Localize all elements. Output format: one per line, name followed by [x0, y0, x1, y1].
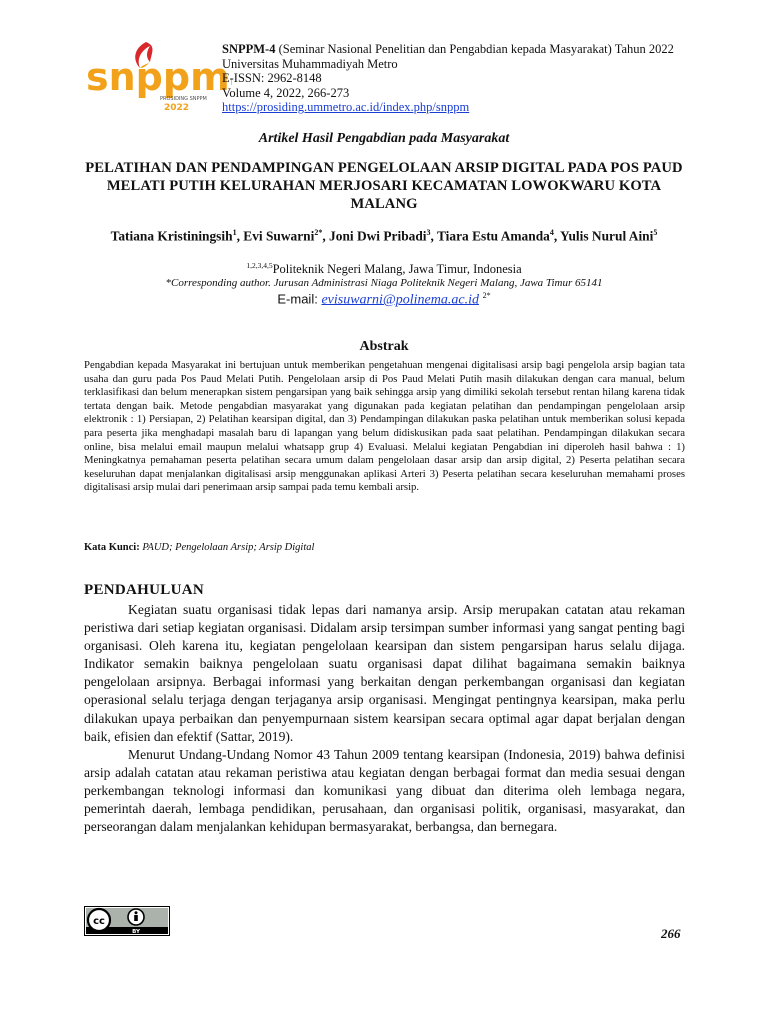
affiliation: $^{1,2,3,4,5}$Politeknik Negeri Malang, Jawa Timur, Indonesia	[246, 261, 522, 277]
eissn: E-ISSN: 2962-8148	[222, 71, 322, 86]
email-line: E-mail: evisuwarni@polinema.ac.id $^{2*}$	[277, 291, 491, 308]
author-name: Tiara Estu Amanda	[436, 228, 550, 244]
author-list: Tatiana Kristiningsih$^1$, Evi Suwarni$^{2*}$, Joni Dwi Pribadi$^3$, Tiara Estu Amanda$^4$, Yulis Nurul Aini$^5$	[110, 228, 658, 244]
author-name: Joni Dwi Pribadi	[329, 228, 427, 244]
conference-logo	[84, 38, 232, 112]
author-name: Evi Suwarni	[243, 228, 315, 244]
conference-line	[222, 42, 742, 57]
article-type: Artikel Hasil Pengabdian pada Masyarakat	[258, 131, 510, 146]
paper-title: PELATIHAN DAN PENDAMPINGAN PENGELOLAAN ARSIP DIGITAL PADA POS PAUD MELATI PUTIH KELURAHAN MERJOSARI KECAMATAN LOWOKWARU KOTA MALANG	[85, 160, 683, 212]
paragraph: Menurut Undang-Undang Nomor 43 Tahun 2009 tentang kearsipan (Indonesia, 2019) bahwa definisi arsip adalah catatan atau rekaman peristiwa atau kegiatan dengan berbagai format dan media sesuai dengan perkembangan teknologi informasi dan komunikasi yang dibuat dan diterima oleh lembaga negara, pemerintah daerah, lembaga pendidikan, perusahaan, dan organisasi politik, organisasi, masyarakat, dan perseorangan dalam menjalankan kehidupan bermasyarakat, berbangsa, dan bernegara.	[84, 746, 685, 835]
volume: Volume 4, 2022, 266-273	[222, 85, 350, 100]
email-link[interactable]: evisuwarni@polinema.ac.id	[321, 292, 479, 308]
svg-text:BY: BY	[132, 929, 140, 935]
email-label: E-mail:	[277, 291, 318, 307]
svg-text:cc: cc	[93, 916, 105, 927]
svg-text:PROSIDING SNPPM: PROSIDING SNPPM	[160, 96, 207, 102]
keywords	[84, 542, 314, 553]
keywords-label: Kata Kunci:	[84, 542, 140, 553]
abstract-text: Pengabdian kepada Masyarakat ini bertujuan untuk memberikan pengetahuan mengenai digitalisasi arsip bagi pengelola arsip bagian tata usaha dan guru pada Pos Paud Melati Putih. Pengelolaan arsip di Pos Paud Melati Putih masih dilakukan dengan cara manual, belum terklasifikasi dan belum menerapkan sistem pengarsipan yang baik sehingga arsip yang dimiliki sekolah tersebut rentan hilang karena tidak tertata dengan baik. Metode pengabdian masyarakat yang digunakan pada kegiatan pelatihan dan pendampingan pengelolaan arsip elektronik : 1) Persiapan, 2) Pelatihan kearsipan digital, dan 3) Pendampingan dilakukan paska pelatihan untuk memberikan solusi kepada para peserta jika menghadapi masalah baru di lapangan yang belum didiskusikan pada saat pelatihan. Pendampingan dilakukan secara online, bisa melalui email maupun melalui whatsapp grup 4) Evaluasi. Melalui kegiatan Pengabdian ini diperoleh hasil bahwa : 1) Meningkatnya pemahaman peserta pelatihan secara umum dalam pengelolaan dasar arsip dan arsip digital, 2) Peserta pelatihan secara keseluruhan dapat menjalankan digitalisasi arsip menggunakan aplikasi Arteri 3) Peserta pelatihan secara keseluruhan memahami proses digitalisasi arsip mulai dari penerimaan arsip sampai pada temu kembali arsip.	[84, 359, 685, 494]
journal-url-link[interactable]: https://prosiding.ummetro.ac.id/index.php/snppm	[222, 100, 470, 115]
creative-commons-icon	[88, 909, 110, 931]
section-heading: PENDAHULUAN	[84, 582, 204, 598]
page-number: 266	[661, 926, 681, 941]
author-name: Yulis Nurul Aini	[560, 228, 654, 244]
author-name: Tatiana Kristiningsih	[110, 228, 233, 244]
paragraph: Kegiatan suatu organisasi tidak lepas dari namanya arsip. Arsip merupakan catatan atau rekaman peristiwa dari setiap kegiatan organisasi. Didalam arsip tersimpan sumber informasi yang sangat penting bagi organisasi. Oleh karena itu, kegiatan pengelolaan kearsipan dan sistem pengarsipan harus selalu dijaga. Indikator semakin baiknya pengelolaan suatu organisasi dapat dilihat bagaimana semakin baiknya pengelolaan arsipnya. Berbagai informasi yang berkaitan dengan perkembangan organisasi dan kegiatan operasional selalu terjaga dengan terjaganya arsip organisasi. Mengingat pentingnya kearsipan, maka perlu dilakukan upaya perbaikan dan penyempurnaan sistem kearsipan secara optimal agar dapat berjalan dengan baik, efisien dan efektif (Sattar, 2019).	[84, 602, 685, 744]
attribution-icon	[128, 909, 144, 925]
corresponding-author: *Corresponding author. Jurusan Administrasi Niaga Politeknik Negeri Malang, Jawa Timur 65141	[165, 277, 603, 289]
university: Universitas Muhammadiyah Metro	[222, 56, 398, 71]
logo-wordmark: snppm	[86, 55, 230, 99]
svg-text:2022: 2022	[164, 103, 190, 112]
conference-full: (Seminar Nasional Penelitian dan Pengabdian kepada Masyarakat) Tahun 2022	[278, 42, 674, 56]
journal-header	[222, 42, 742, 115]
keywords-value: PAUD; Pengelolaan Arsip; Arsip Digital	[142, 542, 315, 553]
abstract-heading: Abstrak	[359, 339, 409, 354]
section-body	[84, 601, 685, 836]
conference-abbr: SNPPM-4	[222, 42, 276, 56]
cc-by-license-badge[interactable]	[84, 906, 170, 936]
